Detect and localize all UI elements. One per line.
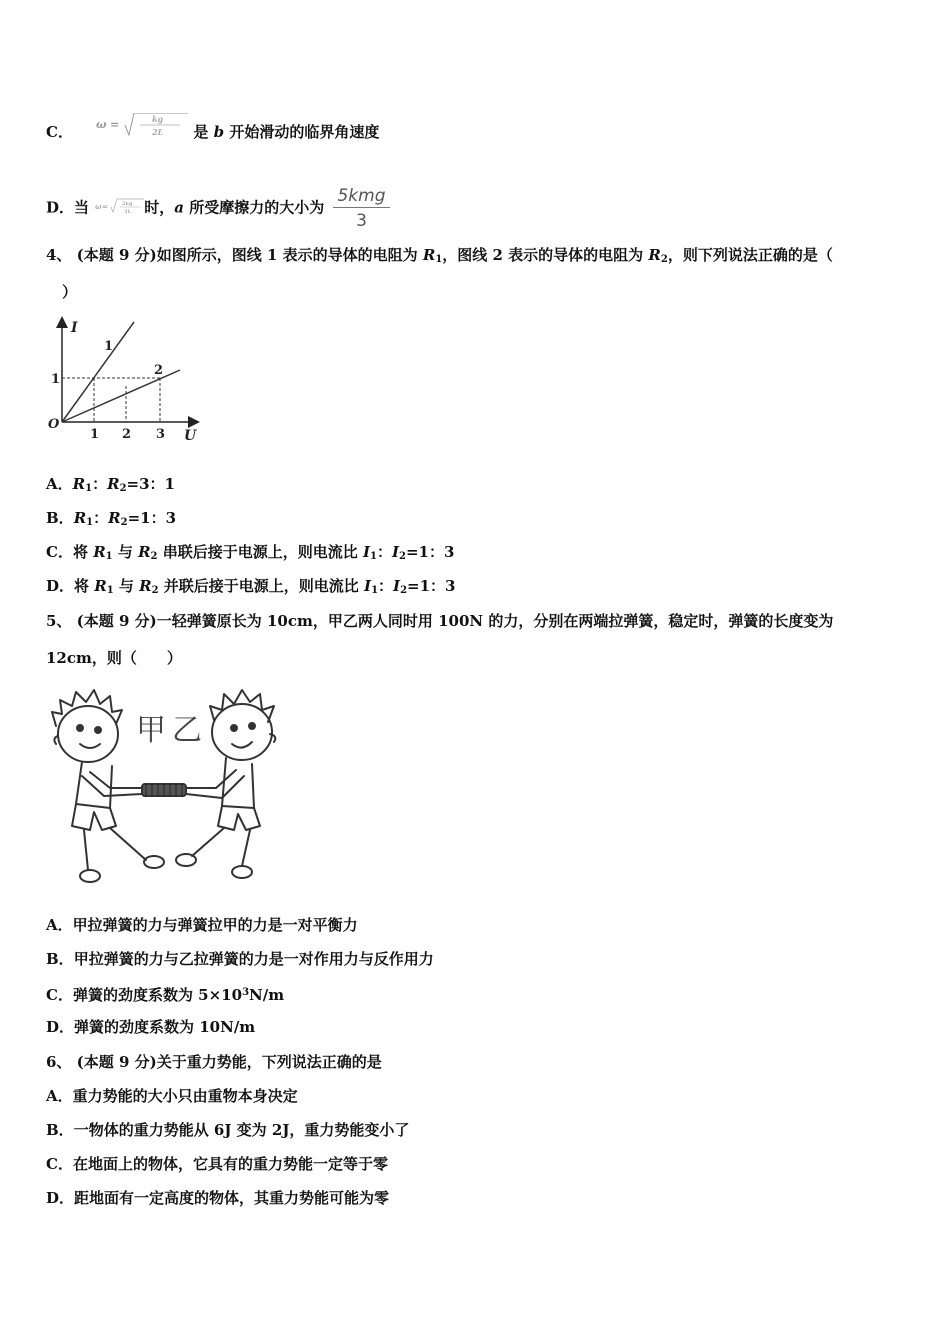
- option-text: ：: [378, 577, 394, 595]
- iu-graph: [44, 316, 204, 446]
- variable-r1: R: [422, 246, 436, 264]
- question-number: 4、: [46, 246, 72, 264]
- option-label: D．: [46, 1018, 75, 1036]
- variable-r1: R: [94, 577, 107, 595]
- variable-r2: R: [138, 543, 151, 561]
- graph-line-1: [62, 322, 134, 422]
- option-text: 是: [193, 123, 214, 141]
- q5-stem-line2: 12cm，则（ ）: [46, 649, 182, 667]
- variable-r2: R: [108, 509, 121, 527]
- question-number: 5、: [46, 612, 72, 630]
- q5-stem: [46, 610, 833, 632]
- subscript: 1: [435, 254, 443, 265]
- option-label: B．: [46, 509, 74, 527]
- kids-pulling-spring-illustration: [46, 684, 286, 890]
- option-label: D．: [46, 198, 75, 217]
- x-tick-label: 3: [156, 427, 166, 442]
- variable-r1: R: [72, 475, 86, 493]
- variable-i1: I: [364, 577, 372, 595]
- q6-option-a[interactable]: [46, 1085, 298, 1107]
- variable-r2: R: [648, 246, 661, 264]
- subscript: 2: [150, 551, 158, 562]
- option-text: 距地面有一定高度的物体，其重力势能可能为零: [74, 1189, 390, 1207]
- q6-option-c[interactable]: [46, 1153, 388, 1175]
- label-jia: 甲: [136, 713, 166, 748]
- q5-option-d[interactable]: [46, 1016, 255, 1038]
- variable-r1: R: [73, 509, 87, 527]
- option-text: ：: [93, 509, 109, 527]
- superscript: 3: [242, 987, 250, 998]
- omega-small-formula-image: [94, 196, 144, 222]
- option-text: =1：3: [405, 543, 455, 561]
- q6-stem: [46, 1051, 382, 1073]
- subscript: 1: [85, 483, 93, 494]
- option-text: 弹簧的劲度系数为 10N/m: [74, 1018, 256, 1036]
- fraction-denominator: 3: [356, 211, 367, 231]
- question-text: (本题 9 分)关于重力势能，下列说法正确的是: [76, 1053, 382, 1071]
- variable-r1: R: [93, 543, 106, 561]
- question-text: (本题 9 分)一轻弹簧原长为 10cm，甲乙两人同时用 100N 的力，分别在两端拉弹簧，稳定时，弹簧的长度变为: [76, 612, 834, 630]
- q4-stem: [46, 244, 833, 271]
- svg-text:2L: 2L: [152, 127, 164, 137]
- option-label: C．: [46, 543, 73, 561]
- svg-text:ω: ω: [96, 118, 107, 131]
- subscript: 2: [151, 585, 159, 596]
- subscript: 2: [399, 551, 406, 562]
- question-text: ，则下列说法正确的是（: [667, 246, 833, 264]
- q4-stem-close: ）: [62, 283, 78, 301]
- option-label: D．: [46, 577, 75, 595]
- variable-i2: I: [391, 543, 400, 561]
- q5-option-a[interactable]: [46, 914, 358, 936]
- subscript: 2: [120, 517, 128, 528]
- omega-formula-image: [92, 113, 188, 153]
- subscript: 2: [119, 483, 127, 494]
- q4-option-a[interactable]: [46, 473, 175, 500]
- option-label: D．: [46, 1189, 75, 1207]
- variable-r2: R: [107, 475, 120, 493]
- question-text: ，图线 2 表示的导体的电阻为: [442, 246, 649, 264]
- svg-text:=: =: [102, 201, 109, 211]
- option-text: 并联后接于电源上，则电流比: [158, 577, 365, 595]
- option-text: 时，: [144, 198, 175, 217]
- q5-option-c[interactable]: [46, 982, 284, 1006]
- option-label: C．: [46, 986, 73, 1004]
- option-text: 重力势能的大小只由重物本身决定: [72, 1087, 298, 1105]
- variable-r2: R: [139, 577, 152, 595]
- option-text: 甲拉弹簧的力与弹簧拉甲的力是一对平衡力: [72, 916, 358, 934]
- option-text: 甲拉弹簧的力与乙拉弹簧的力是一对作用力与反作用力: [73, 950, 434, 968]
- subscript: 2: [400, 585, 408, 596]
- q4-option-c[interactable]: [46, 541, 454, 568]
- fraction-5kmg-over-3: [333, 185, 389, 232]
- option-text: ：: [376, 543, 392, 561]
- option-text: N/m: [249, 986, 285, 1004]
- subscript: 2: [660, 254, 668, 265]
- option-label: A．: [46, 916, 73, 934]
- option-text: =3：1: [126, 475, 175, 493]
- fraction-numerator: 5kmg: [333, 185, 389, 208]
- svg-text:=: =: [110, 118, 120, 131]
- x-tick-label: 2: [122, 427, 132, 442]
- svg-text:2kg: 2kg: [122, 200, 133, 207]
- option-label: C．: [46, 123, 73, 141]
- subscript: 1: [371, 585, 379, 596]
- option-text: =1：3: [127, 509, 177, 527]
- option-text: 与: [113, 577, 140, 595]
- question-text: (本题 9 分)如图所示，图线 1 表示的导体的电阻为: [76, 246, 423, 264]
- option-text: 当: [74, 198, 90, 217]
- x-tick-label: 1: [90, 427, 100, 442]
- subscript: 1: [105, 551, 113, 562]
- q5-option-b[interactable]: [46, 948, 434, 970]
- variable-i1: I: [362, 543, 370, 561]
- option-label: A．: [46, 1087, 73, 1105]
- option-text: 串联后接于电源上，则电流比: [157, 543, 363, 561]
- question-number: 6、: [46, 1053, 72, 1071]
- subscript: 1: [370, 551, 377, 562]
- q3-option-c[interactable]: [46, 113, 379, 153]
- option-label: C．: [46, 1155, 73, 1173]
- option-text: 所受摩擦力的大小为: [184, 198, 325, 217]
- svg-text:kg: kg: [152, 114, 164, 124]
- option-text: =1：3: [407, 577, 456, 595]
- subscript: 1: [106, 585, 114, 596]
- option-text: 将: [74, 577, 95, 595]
- svg-text:3L: 3L: [124, 208, 132, 215]
- variable-a: a: [174, 198, 185, 217]
- option-text: 将: [72, 543, 94, 561]
- q3-option-d[interactable]: [46, 185, 390, 232]
- variable-b: b: [213, 123, 225, 141]
- option-text: 一物体的重力势能从 6J 变为 2J，重力势能变小了: [73, 1121, 410, 1139]
- line-2-label: 2: [154, 363, 164, 378]
- q4-option-b[interactable]: [46, 507, 176, 534]
- option-text: 弹簧的劲度系数为 5×10: [72, 986, 243, 1004]
- option-label: B．: [46, 1121, 74, 1139]
- q4-option-d[interactable]: [46, 575, 456, 602]
- y-axis-label: I: [71, 320, 78, 336]
- line-1-label: 1: [104, 339, 114, 354]
- option-text: ：: [92, 475, 108, 493]
- option-text: 开始滑动的临界角速度: [224, 123, 380, 141]
- option-label: B．: [46, 950, 74, 968]
- option-label: A．: [46, 475, 73, 493]
- svg-text:ω: ω: [95, 201, 102, 211]
- q6-option-d[interactable]: [46, 1187, 389, 1209]
- option-text: 与: [112, 543, 139, 561]
- x-axis-label: U: [184, 428, 197, 444]
- variable-i2: I: [393, 577, 401, 595]
- subscript: 1: [86, 517, 94, 528]
- option-text: 在地面上的物体，它具有的重力势能一定等于零: [72, 1155, 388, 1173]
- y-tick-label: 1: [51, 372, 61, 387]
- q6-option-b[interactable]: [46, 1119, 409, 1141]
- label-yi: 乙: [172, 713, 202, 748]
- origin-label: O: [48, 417, 60, 432]
